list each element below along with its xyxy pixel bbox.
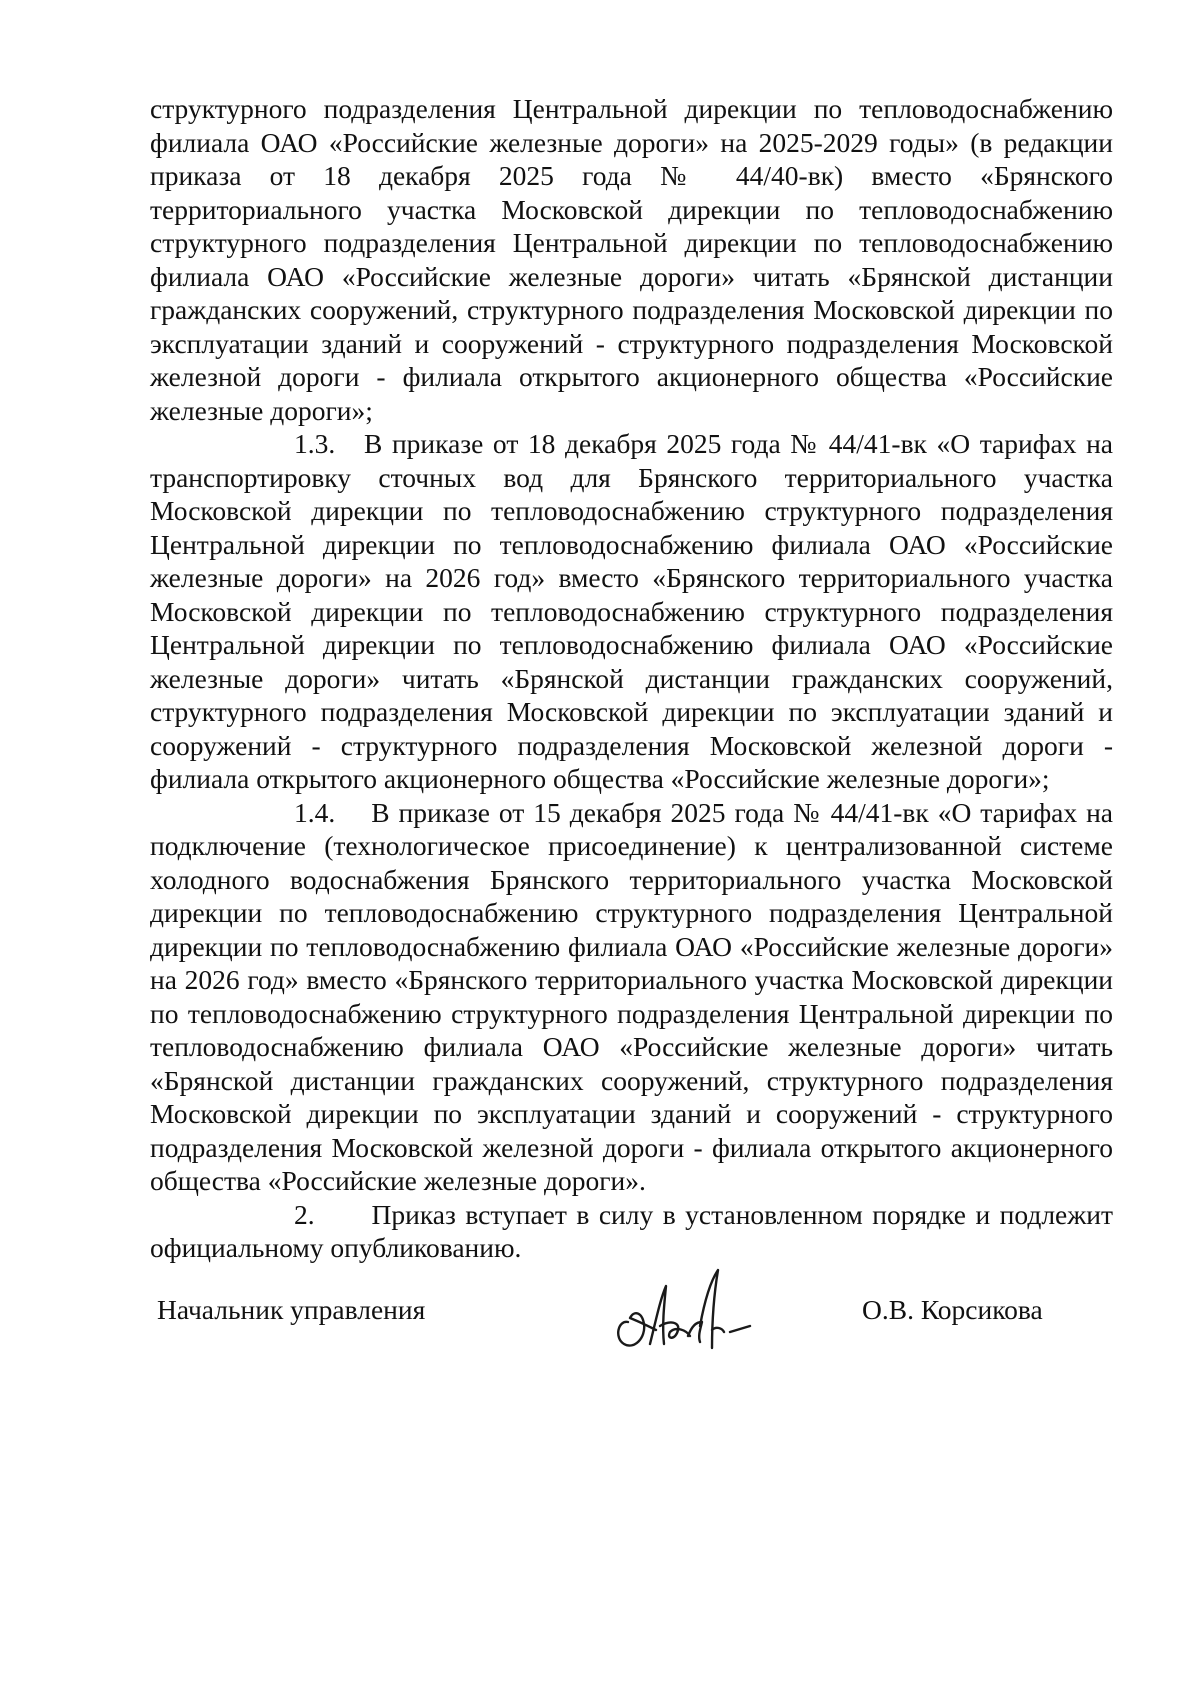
handwritten-signature xyxy=(600,1260,770,1370)
paragraph-text: В приказе от 15 декабря 2025 года № 44/41-вк «О тарифах на подключение (технологическое присоединение) к централизованной системе холодного водоснабжения Брянского территориального участка Московской дирекции по тепловодоснабжению структурного подразделения Центральной дирекции по тепловодоснабжению филиала ОАО «Российские железные дороги» на 2026 год» вместо «Брянского территориального участка Московской дирекции по тепловодоснабжению структурного подразделения Центральной дирекции по тепловодоснабжению филиала ОАО «Российские железные дороги» читать «Брянской дистанции гражданских сооружений, структурного подразделения Московской дирекции по эксплуатации зданий и сооружений - структурного подразделения Московской железной дороги - филиала открытого акционерного общества «Российские железные дороги». xyxy=(150,796,1114,1196)
paragraph-continuation xyxy=(150,92,1113,427)
paragraph-number: 1.4. xyxy=(294,796,336,828)
paragraph-text: В приказе от 18 декабря 2025 года № 44/41-вк «О тарифах на транспортировку сточных вод для Брянского территориального участка Московской дирекции по тепловодоснабжению структурного подразделения Центральной дирекции по тепловодоснабжению филиала ОАО «Российские железные дороги» на 2026 год» вместо «Брянского территориального участка Московской дирекции по тепловодоснабжению структурного подразделения Центральной дирекции по тепловодоснабжению филиала ОАО «Российские железные дороги» читать «Брянской дистанции гражданских сооружений, структурного подразделения Московской дирекции по эксплуатации зданий и сооружений - структурного подразделения Московской железной дороги - филиала открытого акционерного общества «Российские железные дороги»; xyxy=(150,428,1114,794)
paragraph-number: 1.3. xyxy=(294,428,336,459)
signature-block xyxy=(0,1270,1200,1390)
paragraph-text: структурного подразделения Центральной дирекции по тепловодоснабжению филиала ОАО «Российские железные дороги» на 2025-2029 годы» (в редакции приказа от 18 декабря 2025 года № 44/40-вк) вместо «Брянского территориального участка Московской дирекции по тепловодоснабжению структурного подразделения Центральной дирекции по тепловодоснабжению филиала ОАО «Российские железные дороги» читать «Брянской дистанции гражданских сооружений, структурного подразделения Московской дирекции по эксплуатации зданий и сооружений - структурного подразделения Московской железной дороги - филиала открытого акционерного общества «Российские железные дороги»; xyxy=(150,93,1113,426)
position-title: Начальник управления xyxy=(157,1294,426,1325)
paragraph-1-3 xyxy=(150,427,1113,796)
paragraph-number: 2. xyxy=(294,1198,315,1230)
paragraph-2 xyxy=(150,1198,1113,1265)
paragraph-text: Приказ вступает в силу в установленном порядке и подлежит официальному опубликованию. xyxy=(150,1198,1113,1263)
document-body xyxy=(150,92,1113,1265)
paragraph-1-4 xyxy=(150,796,1113,1198)
signatory-name: О.В. Корсикова xyxy=(862,1294,1043,1325)
